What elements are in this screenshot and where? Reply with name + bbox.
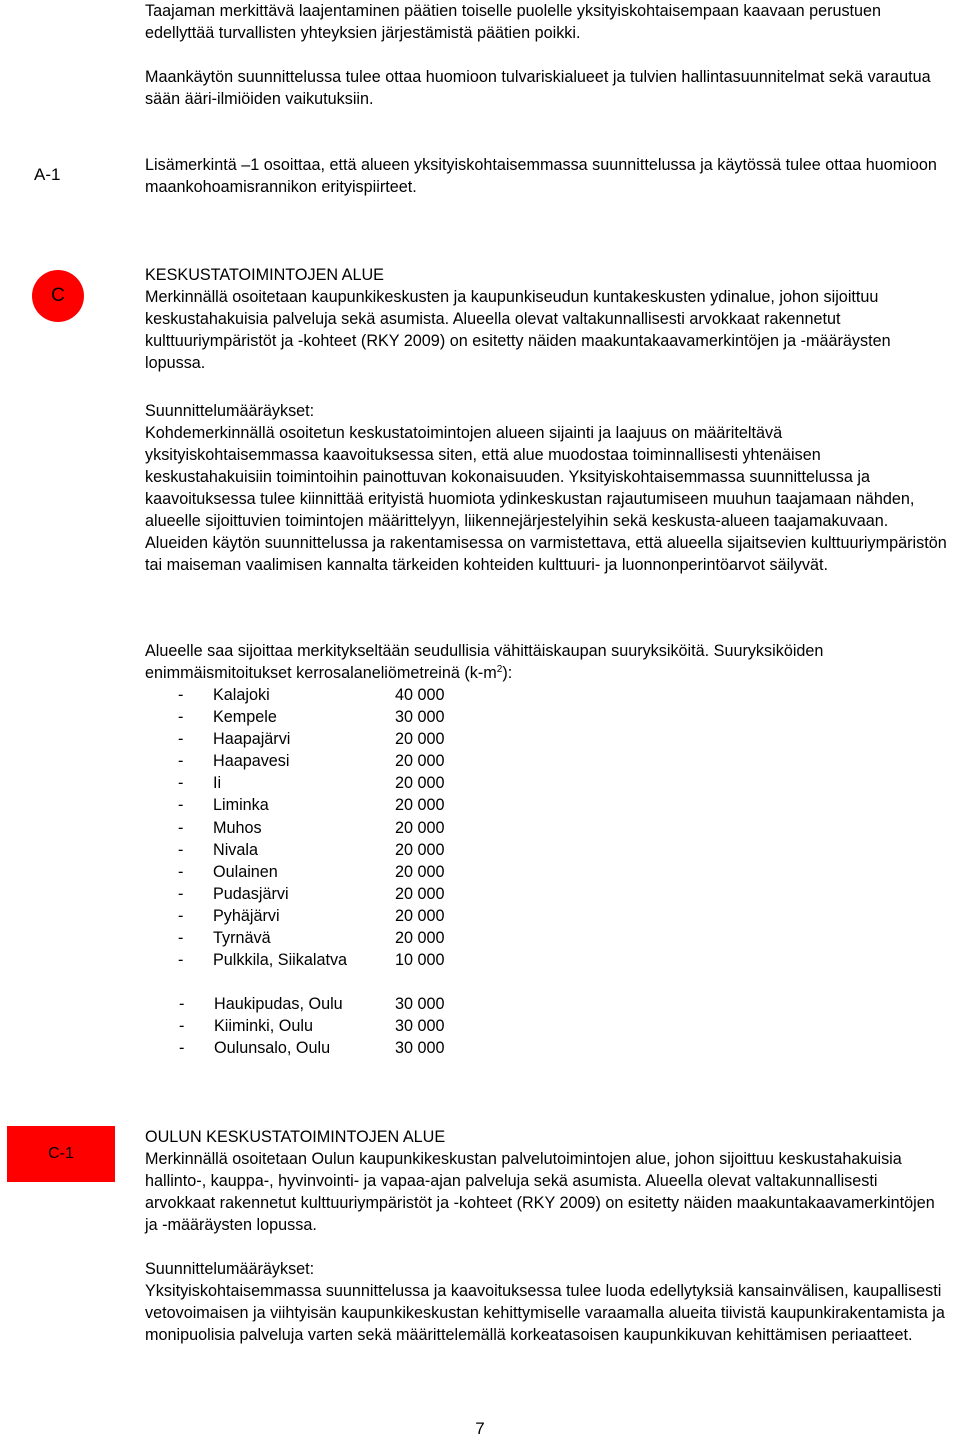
- c-retail-text-end: ):: [502, 664, 513, 682]
- municipality-name: Ii: [213, 774, 222, 793]
- page-number: 7: [475, 1419, 485, 1438]
- c1-section: [145, 1126, 951, 1236]
- limit-value: 20 000: [395, 840, 445, 859]
- dash: -: [178, 929, 184, 948]
- municipality-name: Nivala: [213, 840, 258, 859]
- dash: -: [178, 774, 184, 793]
- c-regs-heading: Suunnittelumääräykset:: [145, 402, 315, 420]
- municipality-name: Haapajärvi: [213, 730, 291, 749]
- c1-heading: OULUN KESKUSTATOIMINTOJEN ALUE: [145, 1128, 446, 1146]
- limit-value: 30 000: [395, 1039, 445, 1058]
- limit-value: 20 000: [395, 796, 445, 815]
- dash: -: [178, 818, 184, 837]
- municipality-name: Oulainen: [213, 862, 278, 881]
- intro-section: [145, 0, 951, 44]
- limit-value: 20 000: [395, 862, 445, 881]
- dash: -: [178, 951, 184, 970]
- c-retail: [145, 640, 951, 684]
- c-retail-paragraph: [145, 640, 951, 684]
- municipality-name: Pyhäjärvi: [213, 906, 280, 925]
- a1-label: A-1: [34, 165, 61, 184]
- c1-regs-paragraph: Yksityiskohtaisemmassa suunnittelussa ja kaavoituksessa tulee luoda edellytyksiä kansainvälisen, kaupallisesti vetovoimaisen ja viihtyisän kaupunkikeskustan kehittymiselle varaamalla alueita tiivistä kaupunkirakentamista ja monipuolisia palveluja varten sekä määrittelemällä korkeatasoisen kaupunkikuvan kehittämisen periaatteet.: [145, 1282, 945, 1344]
- c-regulations: [145, 400, 951, 576]
- c-regs-paragraph-2: Alueiden käytön suunnittelussa ja rakentamisessa on varmistettava, että alueella sijaitsevien kulttuuriympäristön tai maiseman vaalimisen kannalta tärkeiden kohteiden kulttuuri- ja luonnonperintöarvot säilyvät.: [145, 534, 947, 574]
- limit-value: 20 000: [395, 929, 445, 948]
- c-retail-text: Alueelle saa sijoittaa merkitykseltään seudullisia vähittäiskaupan suuryksiköitä. Suuryksiköiden enimmäismitoitukset kerrosalaneliömetreinä (k-m: [145, 642, 824, 682]
- municipality-name: Pulkkila, Siikalatva: [213, 951, 348, 970]
- limit-value: 20 000: [395, 818, 445, 837]
- municipality-name: Haapavesi: [213, 752, 290, 771]
- c-section: [145, 264, 951, 374]
- c1-body: Merkinnällä osoitetaan Oulun kaupunkikeskustan palvelutoimintojen alue, johon sijoittuu keskustahakuisia hallinto-, kauppa-, hyvinvointi- ja vapaa-ajan palveluja sekä asumista. Alueella olevat valtakunnallisesti arvokkaat rakennetut kulttuuriympäristöt ja -kohteet (RKY 2009) on esitetty näiden maakuntakaavamerkintöjen ja -määräysten lopussa.: [145, 1150, 935, 1234]
- c-symbol: C: [32, 270, 84, 322]
- limit-value: 40 000: [395, 686, 445, 704]
- dash: -: [178, 862, 184, 881]
- municipality-name: Kalajoki: [213, 686, 270, 704]
- dash: -: [178, 708, 184, 727]
- municipality-name: Kempele: [213, 708, 277, 727]
- c-body: Merkinnällä osoitetaan kaupunkikeskusten ja kaupunkiseudun kuntakeskusten ydinalue, johon sijoittuu keskustahakuisia palveluja sekä asumista. Alueella olevat valtakunnallisesti arvokkaat rakennetut kulttuuriympäristöt ja -kohteet (RKY 2009) on esitetty näiden maakuntakaavamerkintöjen ja -määräysten lopussa.: [145, 288, 891, 372]
- flood-paragraph-block: [145, 66, 951, 110]
- dash: -: [179, 1017, 185, 1036]
- limit-value: 30 000: [395, 708, 445, 727]
- dash: -: [179, 1039, 185, 1058]
- paragraph: Taajaman merkittävä laajentaminen päätien toiselle puolelle yksityiskohtaisempaan kaavaan perustuen edellyttää turvallisten yhteyksien järjestämistä päätien poikki.: [145, 2, 882, 42]
- c-heading: KESKUSTATOIMINTOJEN ALUE: [145, 266, 384, 284]
- limit-value: 20 000: [395, 906, 445, 925]
- dash: -: [178, 906, 184, 925]
- municipality-name: Pudasjärvi: [213, 884, 289, 903]
- dash: -: [178, 840, 184, 859]
- dash: -: [178, 686, 184, 704]
- c-retail-superscript: 2: [496, 664, 503, 675]
- municipality-name: Oulunsalo, Oulu: [214, 1039, 331, 1058]
- paragraph: Maankäytön suunnittelussa tulee ottaa huomioon tulvariskialueet ja tulvien hallintasuunnitelmat sekä varautua sään ääri-ilmiöiden vaikutuksiin.: [145, 68, 931, 108]
- limit-value: 20 000: [395, 730, 445, 749]
- a1-section: [145, 154, 951, 198]
- municipality-name: Tyrnävä: [213, 929, 271, 948]
- dash: -: [178, 796, 184, 815]
- limit-value: 30 000: [395, 995, 445, 1013]
- municipality-name: Liminka: [213, 796, 269, 815]
- municipality-name: Kiiminki, Oulu: [214, 1017, 313, 1036]
- a1-text: Lisämerkintä –1 osoittaa, että alueen yksityiskohtaisemmassa suunnittelussa ja käytössä tulee ottaa huomioon maankohoamisrannikon erityispiirteet.: [145, 156, 937, 196]
- limit-value: 20 000: [395, 752, 445, 771]
- limit-value: 20 000: [395, 774, 445, 793]
- c-regs-paragraph-1: Kohdemerkinnällä osoitetun keskustatoimintojen alueen sijainti ja laajuus on määriteltävä yksityiskohtaisemmassa kaavoituksessa siten, että alue muodostaa toiminnallisesti yhtenäisen keskustahakuisiin toimintoihin painottuvan kokonaisuuden. Yksityiskohtaisemmassa suunnittelussa ja kaavoituksessa tulee kiinnittää erityistä huomiota ydinkeskustan rajautumiseen muuhun taajamaan nähden, alueelle sijoittuvien toimintojen määrittelyyn, liikennejärjestelyihin sekä keskusta-alueen taajamakuvaan.: [145, 424, 915, 530]
- municipality-name: Muhos: [213, 818, 262, 837]
- limit-value: 30 000: [395, 1017, 445, 1036]
- dash: -: [178, 752, 184, 771]
- dash: -: [179, 995, 185, 1013]
- c1-symbol: C-1: [7, 1126, 115, 1182]
- c1-regulations: [145, 1258, 951, 1346]
- municipality-name: Haukipudas, Oulu: [214, 995, 343, 1013]
- dash: -: [178, 730, 184, 749]
- dash: -: [178, 884, 184, 903]
- c1-regs-heading: Suunnittelumääräykset:: [145, 1260, 315, 1278]
- limit-value: 10 000: [395, 951, 445, 970]
- limit-value: 20 000: [395, 884, 445, 903]
